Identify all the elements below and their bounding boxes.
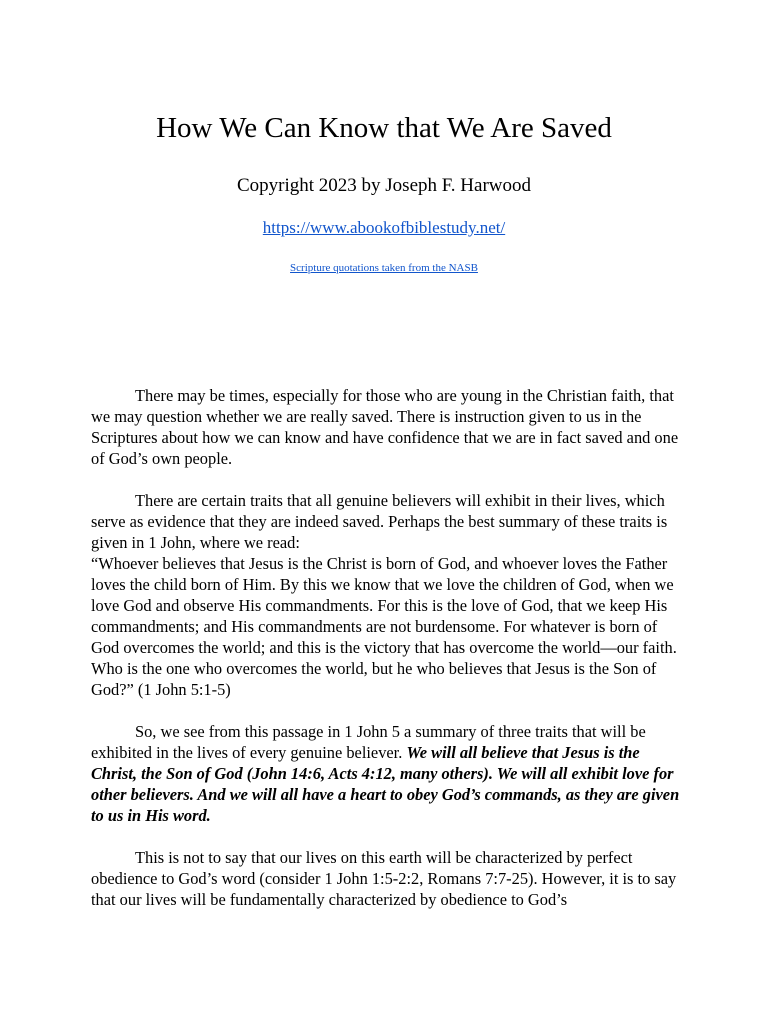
scripture-quote: “Whoever believes that Jesus is the Christ is born of God, and whoever loves the Father loves the child born of Him. By this we know that we love the children of God, when we love God and observe His commandments. For this is the love of God, that we keep His commandments; and His commandments are not burdensome. For whatever is born of God overcomes the world; and this is the victory that has overcome the world—our faith. (91, 554, 677, 657)
paragraph-4-text: This is not to say that our lives on this earth will be characterized by perfect obedience to God’s word (consider 1 John 1:5-2:2, Romans 7:7-25). However, it is to say that our lives will be fundamentally characterized by obedience to God’s (91, 848, 677, 909)
paragraph-3 (91, 721, 681, 826)
website-link-container (0, 217, 768, 239)
paragraph-4 (91, 847, 681, 910)
copyright-line: Copyright 2023 by Joseph F. Harwood (236, 175, 532, 196)
body-text (91, 385, 681, 931)
scripture-note-container (0, 261, 768, 275)
paragraph-1-text: There may be times, especially for those who are young in the Christian faith, that we may question whether we are really saved. There is instruction given to us in the Scriptures about how we can know and have confidence that we are in fact saved and one of God’s own people. (91, 386, 679, 468)
paragraph-3-emphasis: We will all believe that Jesus is the Christ, the Son of God (John 14:6, Acts 4:12, many others). We will all exhibit love for other believers. And we will all have a heart to obey God’s commands, as they are given to us in His word. (91, 743, 680, 825)
paragraph-1 (91, 385, 681, 469)
paragraph-2-intro: There are certain traits that all genuine believers will exhibit in their lives, which serve as evidence that they are indeed saved. Perhaps the best summary of these traits is given in 1 John, where we read: (91, 491, 668, 552)
scripture-quote-end: Who is the one who overcomes the world, but he who believes that Jesus is the Son of God?” (1 John 5:1-5) (91, 659, 657, 699)
paragraph-2 (91, 490, 681, 700)
document-title: How We Can Know that We Are Saved (156, 112, 612, 144)
paragraph-3-text: So, we see from this passage in 1 John 5 a summary of three traits that will be exhibited in the lives of every genuine believer. (91, 722, 646, 762)
scripture-note-link[interactable]: Scripture quotations taken from the NASB (290, 262, 478, 274)
website-link[interactable]: https://www.abookofbiblestudy.net/ (262, 218, 506, 237)
